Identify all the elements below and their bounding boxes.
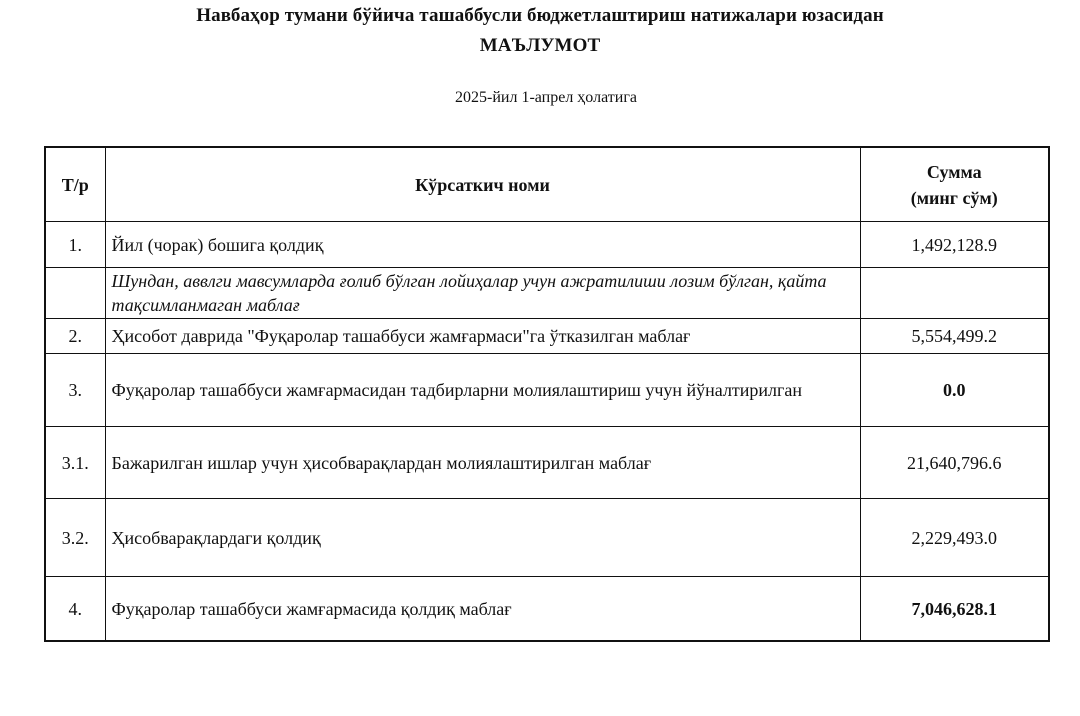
- row-number: 4.: [45, 577, 105, 642]
- row-sum: 2,229,493.0: [860, 499, 1049, 577]
- row-number: 3.1.: [45, 427, 105, 499]
- row-name: Шундан, аввлги мавсумларда ғолиб бўлган лойиҳалар учун ажратилиши лозим бўлган, қайта тақсимланмаган маблағ: [105, 268, 860, 319]
- row-name: Фуқаролар ташаббуси жамғармасидан тадбирларни молиялаштириш учун йўналтирилган: [105, 354, 860, 427]
- table-row: [45, 222, 1049, 268]
- table-row: [45, 268, 1049, 319]
- row-number: 3.: [45, 354, 105, 427]
- row-sum: [860, 268, 1049, 319]
- row-sum: 1,492,128.9: [860, 222, 1049, 268]
- table-row: [45, 319, 1049, 354]
- row-name: Бажарилган ишлар учун ҳисобварақлардан молиялаштирилган маблағ: [105, 427, 860, 499]
- report-table: [44, 146, 1050, 642]
- column-header-sum: [860, 147, 1049, 222]
- column-header-sum-line2: (минг сўм): [910, 187, 998, 208]
- row-number: 1.: [45, 222, 105, 268]
- document-date: 2025-йил 1-апрел ҳолатига: [455, 89, 637, 106]
- table-row: [45, 577, 1049, 642]
- table-row: [45, 427, 1049, 499]
- row-number: [45, 268, 105, 319]
- table-header-row: [45, 147, 1049, 222]
- document-heading: МАЪЛУМОТ: [479, 35, 601, 56]
- column-header-name: Кўрсаткич номи: [105, 147, 860, 222]
- row-sum: 5,554,499.2: [860, 319, 1049, 354]
- row-number: 3.2.: [45, 499, 105, 577]
- column-header-number: Т/р: [45, 147, 105, 222]
- row-name: Фуқаролар ташаббуси жамғармасида қолдиқ маблағ: [105, 577, 860, 642]
- row-name: Ҳисобот даврида "Фуқаролар ташаббуси жамғармаси"га ўтказилган маблағ: [105, 319, 860, 354]
- row-sum: 21,640,796.6: [860, 427, 1049, 499]
- row-name: Ҳисобварақлардаги қолдиқ: [105, 499, 860, 577]
- table-row: [45, 499, 1049, 577]
- column-header-sum-line1: Сумма: [926, 161, 982, 182]
- row-sum: 0.0: [860, 354, 1049, 427]
- table-row: [45, 354, 1049, 427]
- row-sum: 7,046,628.1: [860, 577, 1049, 642]
- row-number: 2.: [45, 319, 105, 354]
- document-title: Навбаҳор тумани бўйича ташаббусли бюджетлаштириш натижалари юзасидан: [196, 5, 884, 26]
- row-name: Йил (чорак) бошига қолдиқ: [105, 222, 860, 268]
